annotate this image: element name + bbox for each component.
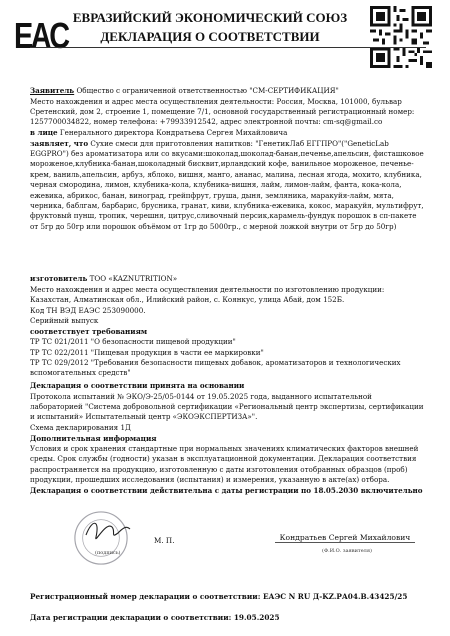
applicant-person-line (30, 128, 426, 138)
applicant-person: Генерального директора Кондратьева Сергея Михайловича (59, 128, 288, 137)
additional-label: Дополнительная информация (30, 433, 157, 443)
serial-release: Серийный выпуск (30, 316, 99, 325)
eac-logo: EAC (14, 15, 68, 56)
validity-text: Декларация о соответствии действительна с даты регистрации по 18.05.2030 включительно (30, 486, 423, 495)
basis-label: Декларация о соответствии принята на основании (30, 381, 245, 390)
person-label: в лице (30, 128, 58, 137)
manufacturer-line (30, 274, 426, 284)
union-title: ЕВРАЗИЙСКИЙ ЭКОНОМИЧЕСКИЙ СОЮЗ (72, 10, 348, 25)
qr-code (370, 6, 432, 68)
manufacturer-name: ТОО «KAZNUTRITION» (89, 274, 178, 283)
signature-mark (82, 515, 132, 547)
manufacturer-label: изготовитель (30, 274, 88, 283)
declaration-scheme: Схема декларирования 1Д (30, 423, 131, 432)
applicant-label: Заявитель (30, 86, 75, 95)
name-caption: (Ф.И.О. заявителя) (322, 548, 372, 554)
registration-number-label: Регистрационный номер декларации о соответствии: (30, 592, 261, 601)
requirement-item: ТР ТС 021/2011 "О безопасности пищевой продукции" (30, 337, 236, 346)
manufacturer-address: Место нахождения и адрес места осуществления деятельности по изготовлению продукции: Казахстан, Алматинская обл., Илийский район, с. Коянкус, улица Абай, дом 152Б. (30, 284, 385, 304)
applicant-name: Общество с ограниченной ответственностью "СМ-СЕРТИФИКАЦИЯ" (76, 86, 339, 95)
basis-text: Протокола испытаний № ЭКО/Э-25/05-0144 от 19.05.2025 года, выданного испытательной лабораторией "Система добровольной сертификации «Региональный центр экспертизы, сертификации и испытаний» Испытательный центр «ЭКОЭКСПЕРТИЗА»". (30, 391, 424, 422)
product-description: Сухие смеси для приготовления напитков: "ГенетикЛаб ЕГГПРО"("GeneticLab EGGPRO") без ароматизатора или со вкусами:шоколад,шоколад-банан,печенье,апельсин, фисташковое мороженое,клубника-банан,шоколадный бисквит,ирландский кофе, ванильное мороженое, печенье-крем, ваниль,апельсин, арбуз, яблоко, вишня, манго, ананас, малина, лесная ягода, мохито, клубника, черная смородина, лимон, клубника-кола, клубника-вишня, лайм, лимон-лайм, фанта, кока-кола, ежевика, абрикос, банан, виноград, грейпфрут, груша, дыня, земляника, маракуйя-лайм, мята, черника, баблгам, барбарис, брусника, гранат, киви, клубника-ежевика, кокос, маракуйя, мультифрут, фруктовый пунш, тропик, черешня, цитрус,сливочный персик,карамель-фундук порошок в сп-пакете от 5гр до 50гр или порошок объёмом от 1гр до 5000гр., с мерной ложкой внутри от 5гр до 50гр) (30, 138, 424, 231)
declares-label: заявляет, что (30, 138, 89, 148)
additional-text: Условия и срок хранения стандартные при нормальных значениях климатических факторов внешней среды. Срок службы (годности) указан в эксплуатационной документации. Декларация соответствия распространяется на продукцию, изготовленную с даты изготовления отобранных образцов (проб) продукции, прошедших исследования (испытания) и измерения, указанную в акте(ах) отбора. (30, 444, 419, 485)
declares-block (30, 139, 426, 233)
registration-number-line (30, 592, 407, 601)
registration-number: ЕАЭС N RU Д-KZ.РА04.В.43425/25 (262, 592, 408, 601)
signature-caption: (подпись) (95, 550, 121, 556)
registration-date: 19.05.2025 (233, 613, 280, 622)
registration-date-label: Дата регистрации декларации о соответствии: (30, 613, 232, 622)
tnved-code: Код ТН ВЭД ЕАЭС 253090000. (30, 305, 146, 315)
header-rule (30, 47, 426, 48)
applicant-line (30, 86, 426, 96)
requirement-item: ТР ТС 029/2012 "Требования безопасности пищевых добавок, ароматизаторов и технологических вспомогательных средств" (30, 358, 401, 378)
mp-label: М. П. (154, 536, 175, 545)
requirement-item: ТР ТС 022/2011 "Пищевая продукция в части ее маркировки" (30, 347, 264, 357)
applicant-address: Место нахождения и адрес места осуществления деятельности: Россия, Москва, 101000, бульвар Сретенский, дом 2, строение 1, помещение 7/1, основной государственный регистрационный номер: 1257700034822, номер телефона: +79933912542, адрес электронной почты: cm-sq@gmail.co (30, 96, 415, 127)
declaration-title: ДЕКЛАРАЦИЯ О СООТВЕТСТВИИ (100, 29, 320, 44)
applicant-full-name: Кондратьев Сергей Михайлович (275, 533, 415, 543)
registration-date-line (30, 613, 280, 622)
requirements-label: соответствует требованиям (30, 326, 148, 336)
